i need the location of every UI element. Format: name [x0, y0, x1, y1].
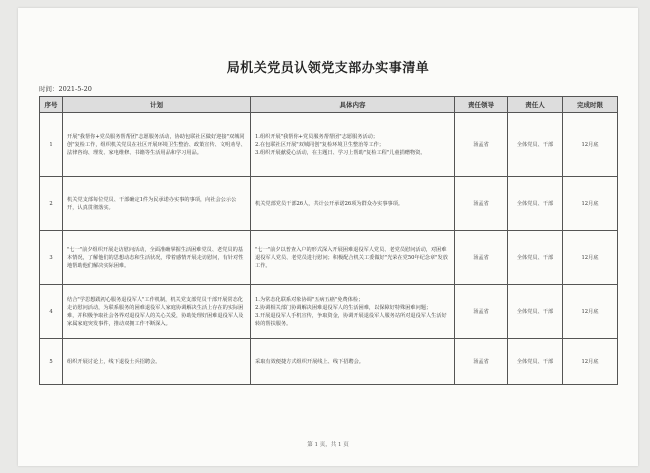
table-row	[40, 177, 618, 231]
row-number: 4	[40, 285, 63, 339]
document-page	[18, 8, 638, 466]
row-person: 全体党员、干部	[508, 285, 563, 339]
row-content: 1.为常态化联系对象协调"五病五癌"免费体检； 2.协调相关部门协调解决困难退役军人的生活困难，以保障好特殊困难问题； 3.开展退役军人手机宣传，争取资金，协调开展退役军人服务站所对退役军人生活好转的帮扶服务。	[251, 285, 455, 339]
row-leader: 汤孟省	[455, 285, 508, 339]
row-number: 3	[40, 231, 63, 285]
table-row	[40, 285, 618, 339]
row-number: 1	[40, 113, 63, 177]
header-no: 序号	[40, 97, 63, 113]
header-deadline: 完成时限	[563, 97, 618, 113]
date-line: 时间：2021-5-20	[39, 85, 92, 93]
row-plan: 开展"我帮你+党员服务帮帮团"志愿服务活动，协助包联社区做好迎接"双城同创"复检工作，组织机关党员在社区开展环境卫生整治、政策宣传、文明劝导、法律咨询、理发、家电维修、书籍等生活用品和学习用品。	[63, 113, 251, 177]
page-footer: 第 1 页，共 1 页	[307, 442, 349, 448]
header-content: 具体内容	[251, 97, 455, 113]
row-number: 2	[40, 177, 63, 231]
row-number: 5	[40, 339, 63, 385]
tasks-table	[39, 96, 618, 385]
row-deadline: 12月底	[563, 177, 618, 231]
row-deadline: 12月底	[563, 285, 618, 339]
row-deadline: 12月底	[563, 113, 618, 177]
table-header-row	[40, 97, 618, 113]
row-person: 全体党员、干部	[508, 113, 563, 177]
row-leader: 汤孟省	[455, 231, 508, 285]
row-content: 1.组织开展"我帮你+党员服务帮帮团"志愿服务活动； 2.在包联社区开展"双城同创"复检环境卫生整治等工作； 3.组织开展献爱心活动，在主题日、学习上帮助"复检工程"儿童捐赠物资。	[251, 113, 455, 177]
row-person: 全体党员、干部	[508, 339, 563, 385]
row-leader: 汤孟省	[455, 113, 508, 177]
row-person: 全体党员、干部	[508, 231, 563, 285]
row-plan: 组织开展讨论上，线下退役士兵招聘会。	[63, 339, 251, 385]
row-leader: 汤孟省	[455, 177, 508, 231]
row-leader: 汤孟省	[455, 339, 508, 385]
row-content: 采取有效便捷方式组织开展线上、线下招聘会。	[251, 339, 455, 385]
row-content: 机关党部党员干部26人，共计公开承诺26项为群众办实事事项。	[251, 177, 455, 231]
row-deadline: 12月底	[563, 231, 618, 285]
row-deadline: 12月底	[563, 339, 618, 385]
header-person: 责任人	[508, 97, 563, 113]
document-title: 局机关党员认领党支部办实事清单	[226, 61, 430, 76]
row-content: "七一"前夕以普查入户的形式深入开展困难退役军人党员、老党员慰问活动，对困难退役军人党员、老党员进行慰问；积极配合机关工委做好"光荣在党50年纪念章"发放工作。	[251, 231, 455, 285]
header-plan: 计划	[63, 97, 251, 113]
table-row	[40, 113, 618, 177]
table-row	[40, 339, 618, 385]
row-plan: 机关党支部每位党员、干部确定1件为民承诺办实事的事项，向社会公示公开，认真贯彻落实。	[63, 177, 251, 231]
header-leader: 责任领导	[455, 97, 508, 113]
table-row	[40, 231, 618, 285]
row-plan: 结合"学思想践初心服务退役军人"工作机制，机关党支部党员干部开展常态化走访慰问活动，为联系服务的困难退役军人家庭协调解决生活上存在的实际困难，并积极争取社会各界对退役军人的关心关爱，协助处理好困难退役军人及家属家庭突发事件，推动双拥工作不断深入。	[63, 285, 251, 339]
row-person: 全体党员、干部	[508, 177, 563, 231]
row-plan: "七一"前夕组织开展走访慰问活动，全面准确掌握生活困难党员、老党员的基本情况，了解他们的思想动态和生活状况，带着感情开展走访慰问，有针对性地帮助他们解决实际困难。	[63, 231, 251, 285]
